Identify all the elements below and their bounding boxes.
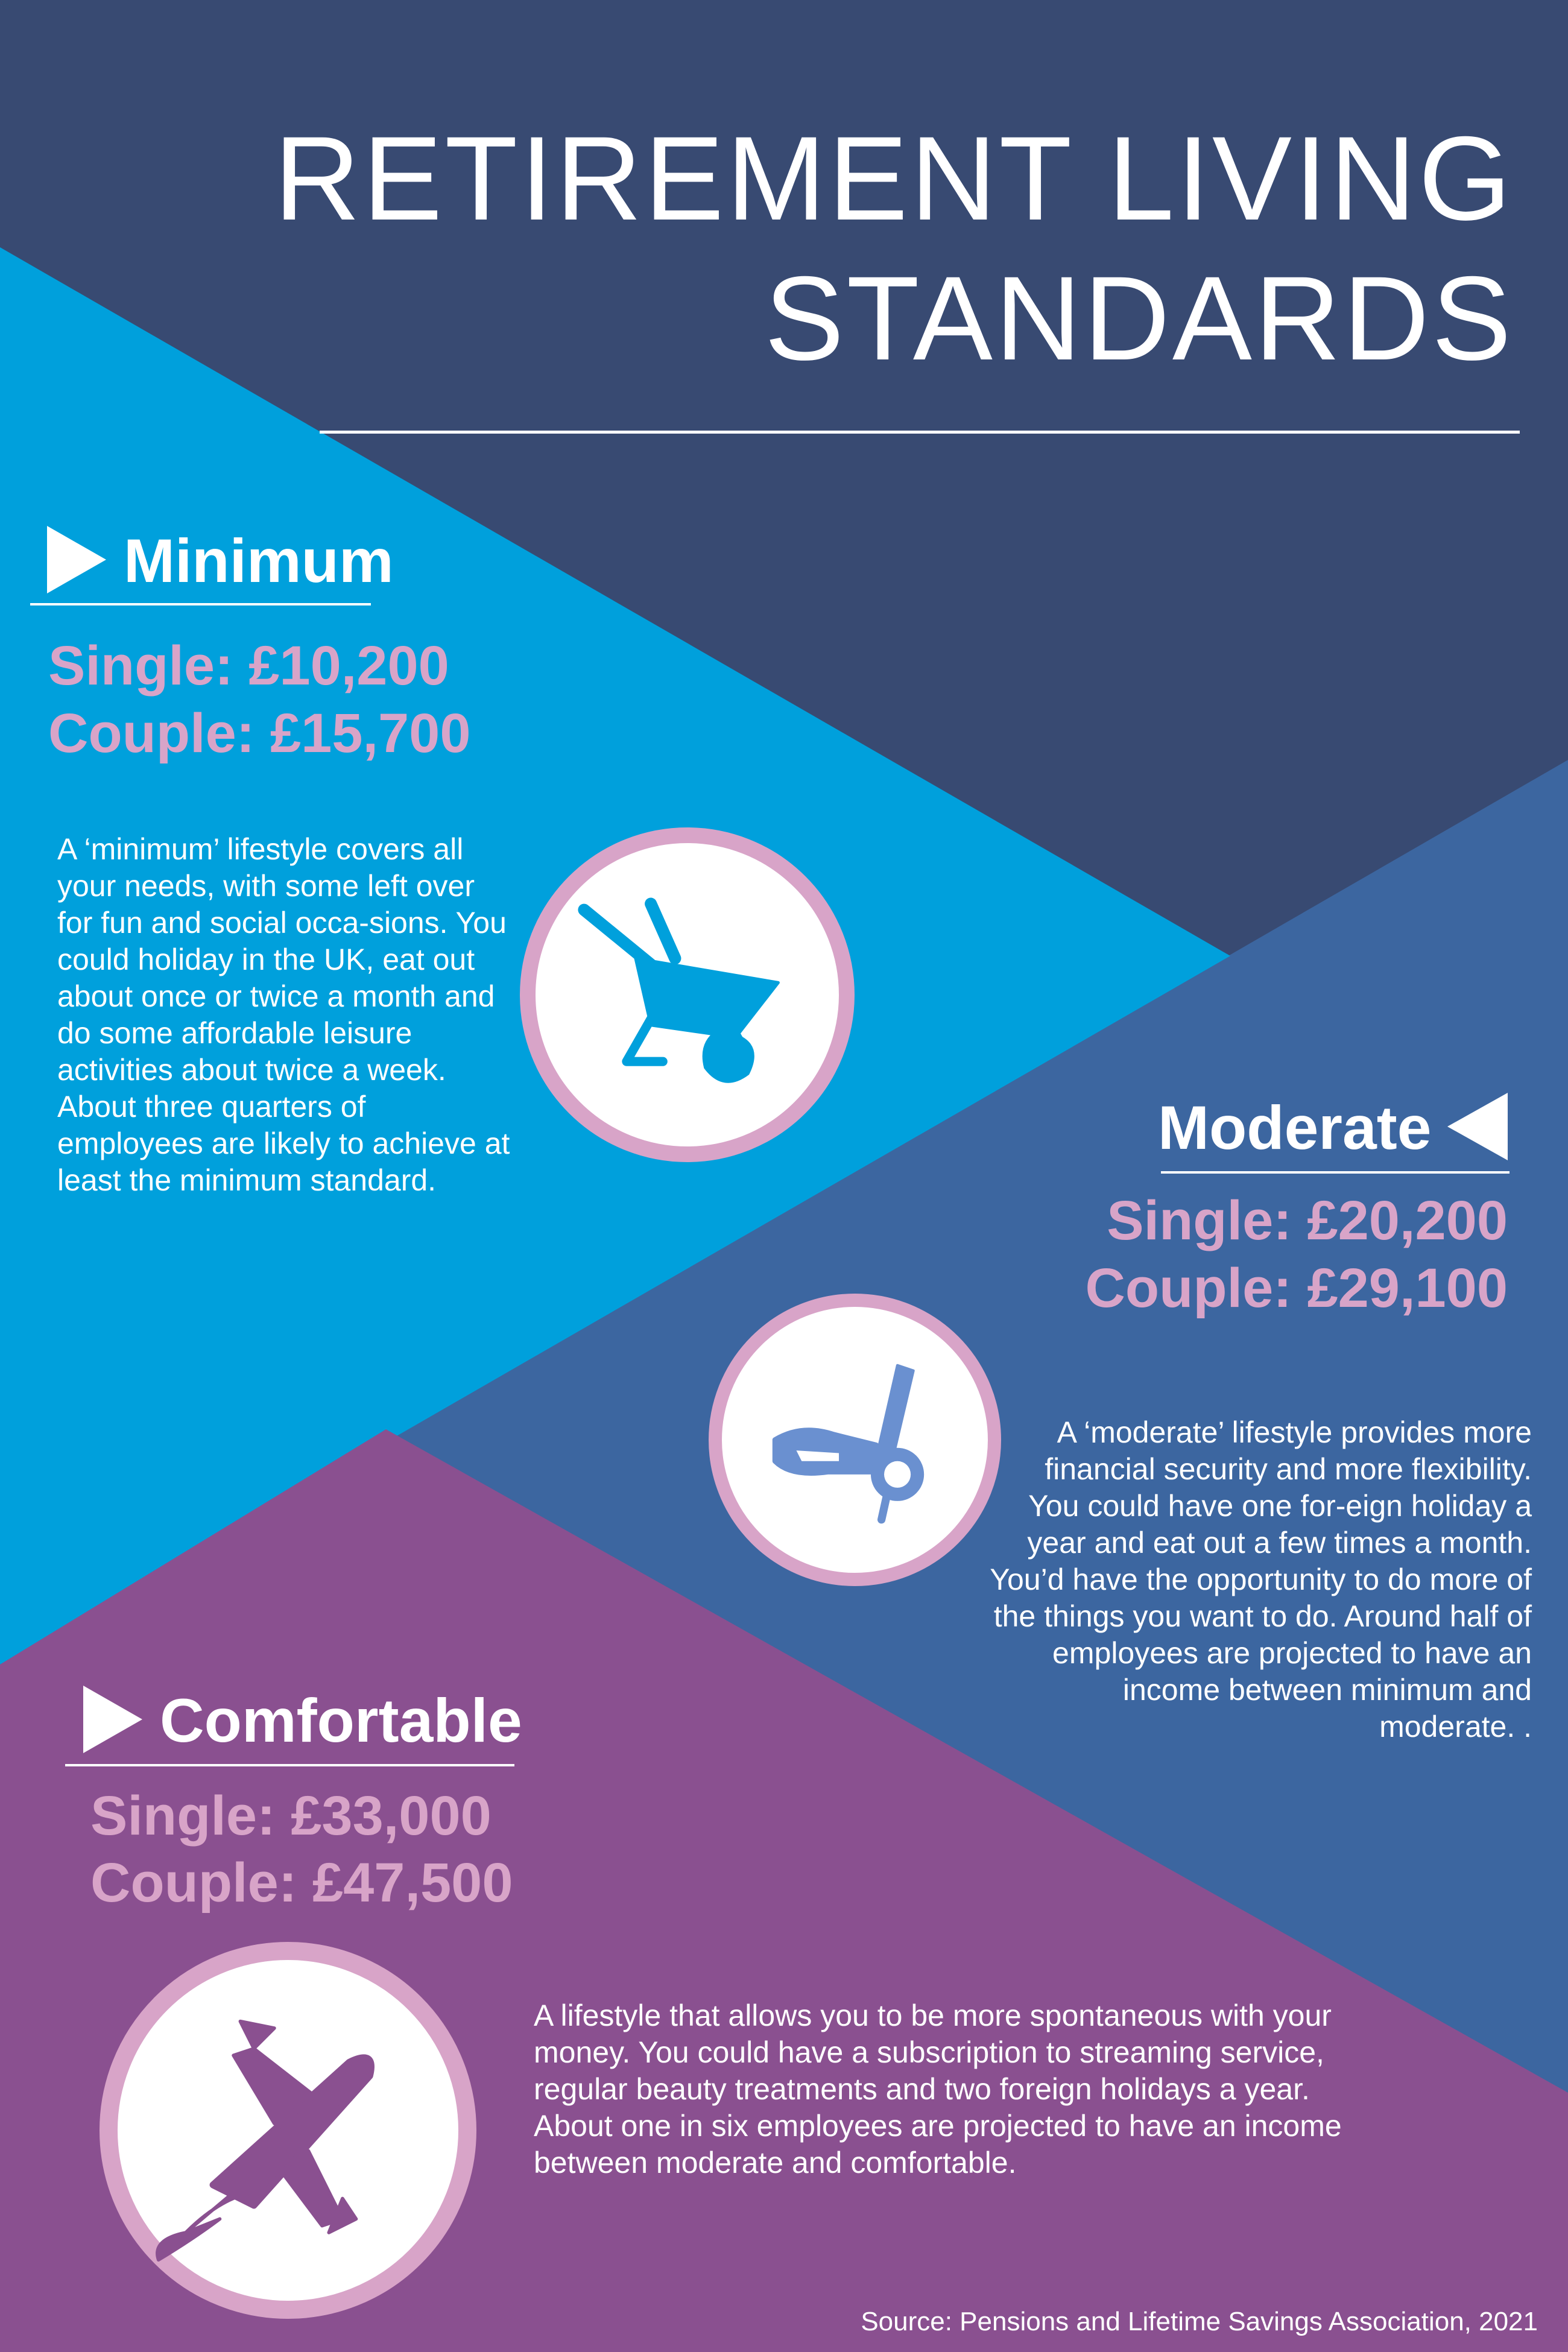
moderate-divider	[1161, 1171, 1510, 1174]
comfortable-description: A lifestyle that allows you to be more spontaneous with your money. You could have a subscription to streaming service, regular beauty treatments and two foreign holidays a year. About one in six employees are projected to have an income between moderate and comfortable.	[534, 1999, 1342, 2180]
minimum-description: A ‘minimum’ lifestyle covers all your needs, with some left over for fun and social occa-sions. You could holiday in the UK, eat out about once or twice a month and do some affordable leisure activities about twice a week. About three quarters of employees are likely to achieve at least the minimum standard.	[57, 832, 510, 1197]
page-title	[181, 109, 1514, 388]
wheelbarrow-icon	[536, 843, 839, 1146]
back-arrow-icon	[1447, 1093, 1508, 1160]
moderate-icon-circle	[709, 1294, 1001, 1586]
airplane-icon	[118, 1960, 458, 2301]
title-divider	[320, 431, 1520, 434]
minimum-heading: Minimum	[124, 526, 394, 595]
play-arrow-icon	[47, 526, 106, 593]
title-line-1: RETIREMENT LIVING	[274, 112, 1514, 245]
minimum-divider	[30, 603, 371, 605]
moderate-description: A ‘moderate’ lifestyle provides more financial security and more flexibility. You could have one for-eign holiday a year and eat out a few times a month. You’d have the opportunity to do more of the things you want to do. Around half of employees are projected to have an income between minimum and moderate. .	[990, 1415, 1532, 1743]
title-line-2: STANDARDS	[764, 251, 1514, 385]
moderate-couple-price: Couple: £29,100	[1085, 1257, 1508, 1319]
comfortable-heading: Comfortable	[160, 1686, 522, 1755]
play-arrow-icon	[83, 1686, 142, 1753]
golf-club-icon	[722, 1307, 988, 1573]
comfortable-icon-circle	[100, 1942, 476, 2319]
comfortable-single-price: Single: £33,000	[90, 1785, 492, 1847]
minimum-single-price: Single: £10,200	[48, 635, 449, 697]
minimum-couple-price: Couple: £15,700	[48, 703, 471, 764]
comfortable-couple-price: Couple: £47,500	[90, 1852, 513, 1914]
moderate-heading: Moderate	[1158, 1093, 1432, 1162]
source-credit: Source: Pensions and Lifetime Savings Association, 2021	[861, 2307, 1538, 2336]
minimum-icon-circle	[520, 827, 855, 1162]
comfortable-divider	[65, 1764, 514, 1766]
moderate-single-price: Single: £20,200	[1107, 1190, 1508, 1251]
